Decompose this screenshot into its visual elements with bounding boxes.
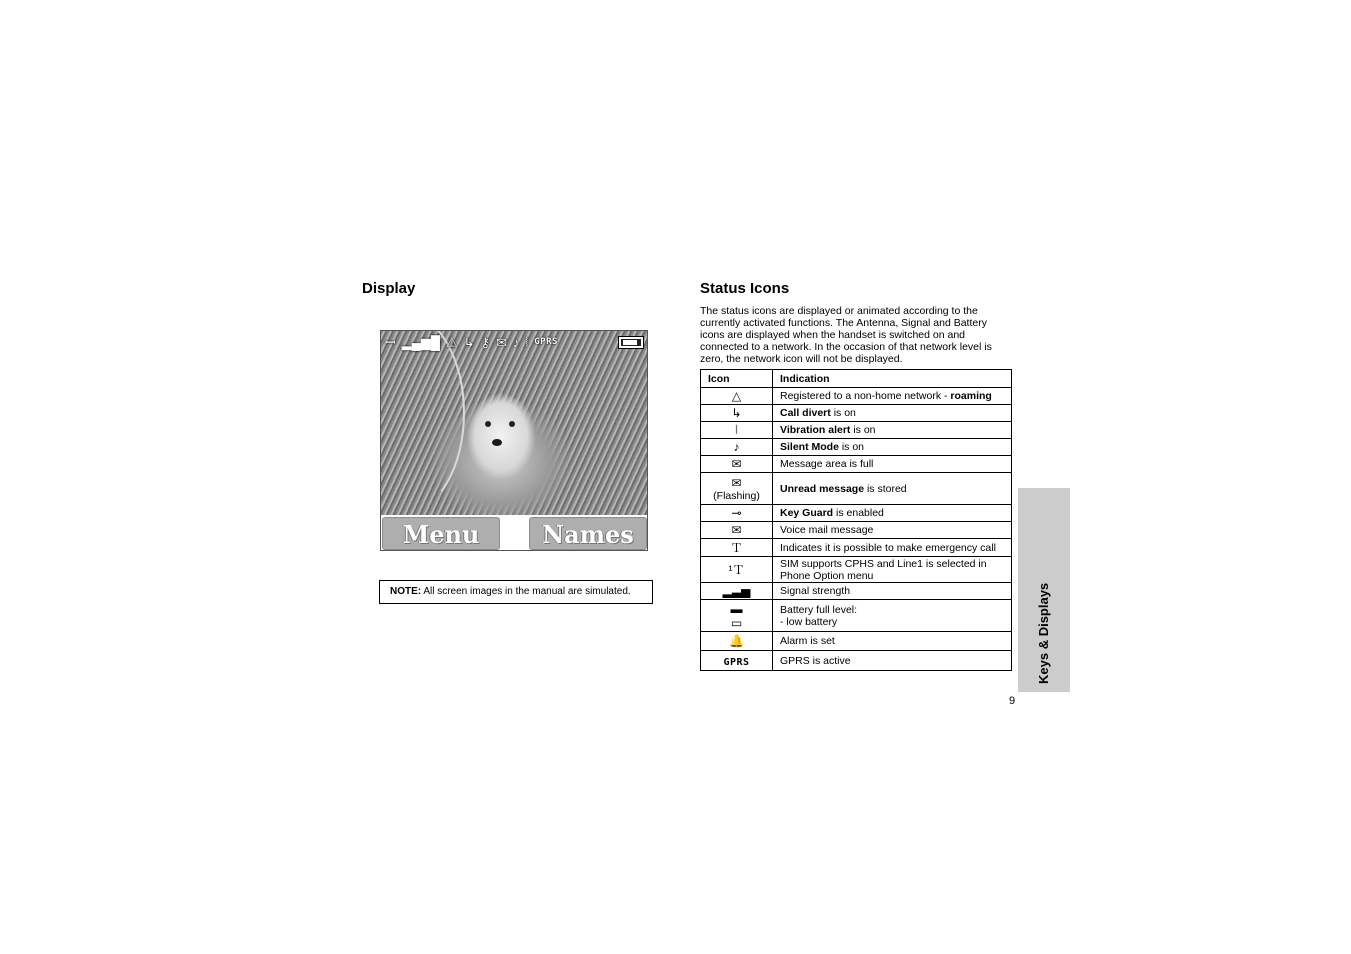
roaming-icon: ⚠ <box>446 334 458 350</box>
page-number: 9 <box>1009 695 1016 707</box>
indication-text: Signal strength <box>780 585 851 597</box>
table-row <box>701 583 1012 600</box>
roaming-icon: △ <box>731 389 742 403</box>
table-row <box>701 557 1012 583</box>
gprs-icon: GPRS <box>723 656 750 668</box>
indication-text: Indicates it is possible to make emergency call <box>780 541 996 554</box>
note-label: NOTE: <box>390 586 422 597</box>
table-row <box>701 539 1012 557</box>
indication-bold: Vibration alert <box>780 424 851 436</box>
table-row <box>701 405 1012 422</box>
icon-column-header: Icon <box>701 370 773 388</box>
indication-text: GPRS is active <box>780 654 851 667</box>
indication-cell <box>773 422 1012 439</box>
signal-strength-icon: ▂▃▅ <box>722 584 751 598</box>
flashing-label: (Flashing) <box>713 489 760 502</box>
emergency-antenna-icon: Ｔ <box>730 541 743 555</box>
table-row <box>701 600 1012 632</box>
indication-cell <box>773 522 1012 539</box>
menu-softkey[interactable]: Menu <box>382 517 500 550</box>
phone-screen-image <box>380 330 648 551</box>
indication-cell <box>773 473 1012 505</box>
silent-mode-icon: ♪ <box>733 440 740 454</box>
indication-column-header: Indication <box>773 370 1012 388</box>
indication-cell <box>773 651 1012 671</box>
status-icons-table <box>700 369 1012 671</box>
vibration-icon: ⦚ <box>735 422 738 437</box>
indication-text: is enabled <box>833 507 884 519</box>
indication-bold: Call divert <box>780 407 831 419</box>
indication-text: is on <box>830 407 856 419</box>
key-guard-icon: ⊸ <box>731 506 742 520</box>
softkey-bar <box>381 515 647 551</box>
table-row <box>701 632 1012 651</box>
low-battery-icon: ▭ <box>730 615 743 630</box>
status-icons-intro: The status icons are displayed or animated according to the currently activated functions. The Antenna, Signal and Battery icons are displayed when the handset is switched on and connected to a network. In the occasion of that network level is zero, the network icon will not be displayed. <box>700 305 992 365</box>
unread-message-icon: ✉ <box>731 475 742 490</box>
note-box <box>379 580 653 604</box>
call-divert-icon: ↳ <box>463 334 475 350</box>
names-softkey[interactable]: Names <box>529 517 647 550</box>
silent-icon: ♪ <box>513 334 520 350</box>
indication-cell <box>773 539 1012 557</box>
voice-mail-icon: ✉ <box>731 523 742 537</box>
antenna-icon: ꟷ <box>385 334 396 350</box>
indication-text: - low battery <box>780 615 838 628</box>
status-bar <box>381 331 647 353</box>
message-icon: ✉ <box>496 334 508 350</box>
indication-text: is stored <box>864 482 907 495</box>
table-row <box>701 439 1012 456</box>
line1-icon: ¹Ｔ <box>728 563 745 577</box>
indication-bold: Silent Mode <box>780 441 839 453</box>
display-heading: Display <box>362 280 416 297</box>
indication-cell <box>773 456 1012 473</box>
indication-bold: Key Guard <box>780 507 834 519</box>
indication-text: Registered to a non-home network - <box>780 390 951 402</box>
table-row <box>701 388 1012 405</box>
indication-text: Message area is full <box>780 458 874 470</box>
indication-text: Voice mail message <box>780 524 874 536</box>
puppy-wallpaper <box>381 331 647 515</box>
indication-cell <box>773 583 1012 600</box>
table-row <box>701 522 1012 539</box>
gprs-status-icon: GPRS <box>534 336 558 347</box>
message-full-icon: ✉ <box>731 457 742 471</box>
indication-cell <box>773 388 1012 405</box>
indication-cell <box>773 600 1012 632</box>
indication-cell <box>773 557 1012 583</box>
indication-text: is on <box>838 441 865 453</box>
side-tab <box>1018 488 1070 692</box>
indication-bold: Unread message <box>780 482 865 495</box>
vibration-icon: ⦚ <box>525 334 529 350</box>
table-row <box>701 651 1012 671</box>
table-row <box>701 456 1012 473</box>
indication-cell <box>773 505 1012 522</box>
indication-text: Battery full level: <box>780 603 858 616</box>
indication-cell <box>773 439 1012 456</box>
table-row <box>701 422 1012 439</box>
side-tab-label: Keys & Displays <box>1036 582 1051 684</box>
table-row <box>701 473 1012 505</box>
call-divert-icon: ↳ <box>731 406 742 420</box>
indication-text: SIM supports CPHS and Line1 is selected in Phone Option menu <box>780 557 987 582</box>
status-icons-heading: Status Icons <box>700 280 790 297</box>
indication-cell <box>773 632 1012 651</box>
battery-icon: ▬ <box>730 601 743 616</box>
note-text: All screen images in the manual are simulated. <box>421 586 631 597</box>
indication-text: Alarm is set <box>780 635 835 647</box>
key-guard-icon: ⚷ <box>480 334 491 350</box>
alarm-icon: 🔔 <box>729 634 744 648</box>
battery-status-icon <box>619 337 643 348</box>
signal-icon: ▂▄▆█ <box>401 334 441 350</box>
indication-text: is on <box>850 424 876 436</box>
indication-bold: roaming <box>950 390 992 402</box>
table-row <box>701 505 1012 522</box>
indication-cell <box>773 405 1012 422</box>
